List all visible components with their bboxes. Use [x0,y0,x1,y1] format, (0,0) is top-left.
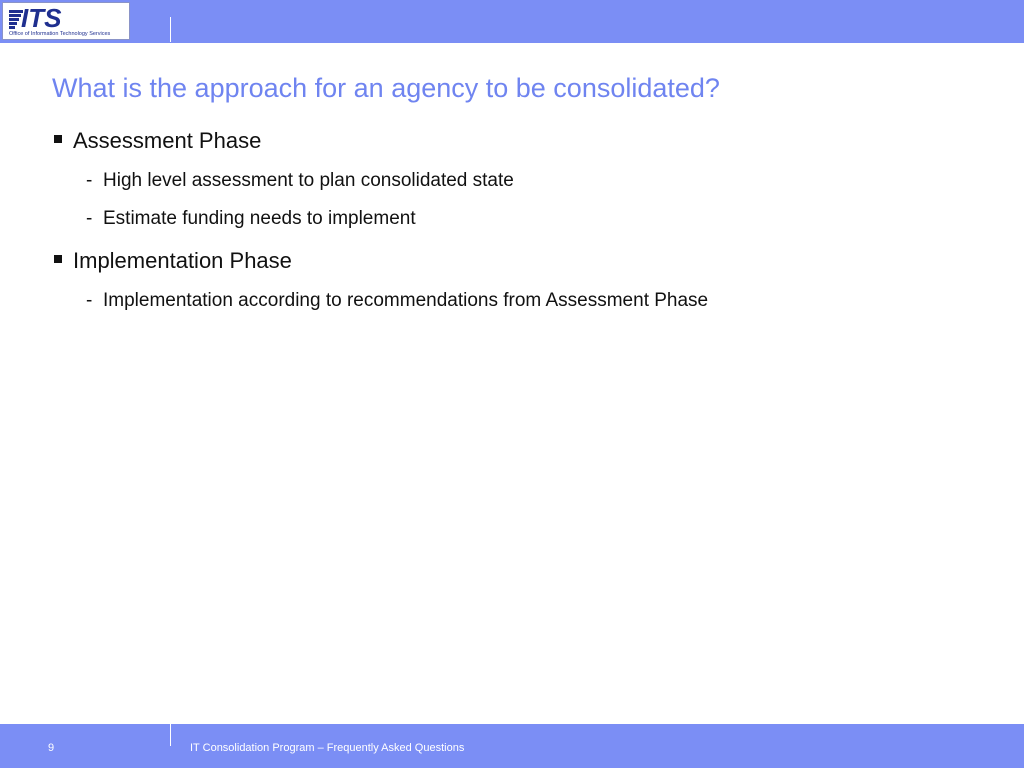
sub-bullet-text: Implementation according to recommendations from Assessment Phase [103,290,709,311]
footer-title: IT Consolidation Program – Frequently Asked Questions [190,742,465,754]
header-divider [170,17,171,42]
bullet-heading: Assessment Phase [73,128,262,153]
its-logo [2,2,130,40]
slide-title: What is the approach for an agency to be consolidated? [52,73,720,103]
bullet-heading: Implementation Phase [73,248,292,273]
sub-bullet-text: Estimate funding needs to implement [103,208,416,229]
dash-bullet-icon: - [86,208,93,229]
sub-bullet [86,207,416,231]
bullet-implementation-phase [54,247,292,275]
sub-bullet [86,169,514,193]
sub-bullet-text: High level assessment to plan consolidated state [103,170,514,191]
dash-bullet-icon: - [86,290,93,311]
bullet-assessment-phase [54,127,261,155]
dash-bullet-icon: - [86,170,93,191]
page-number: 9 [48,742,55,754]
square-bullet-icon [54,135,62,143]
sub-bullet [86,289,708,313]
header-bar [0,0,1024,43]
logo-subtitle: Office of Information Technology Services [9,31,111,37]
footer-divider [170,724,171,746]
footer-bar [0,724,1024,768]
logo-mark: ITS [21,3,62,33]
square-bullet-icon [54,255,62,263]
